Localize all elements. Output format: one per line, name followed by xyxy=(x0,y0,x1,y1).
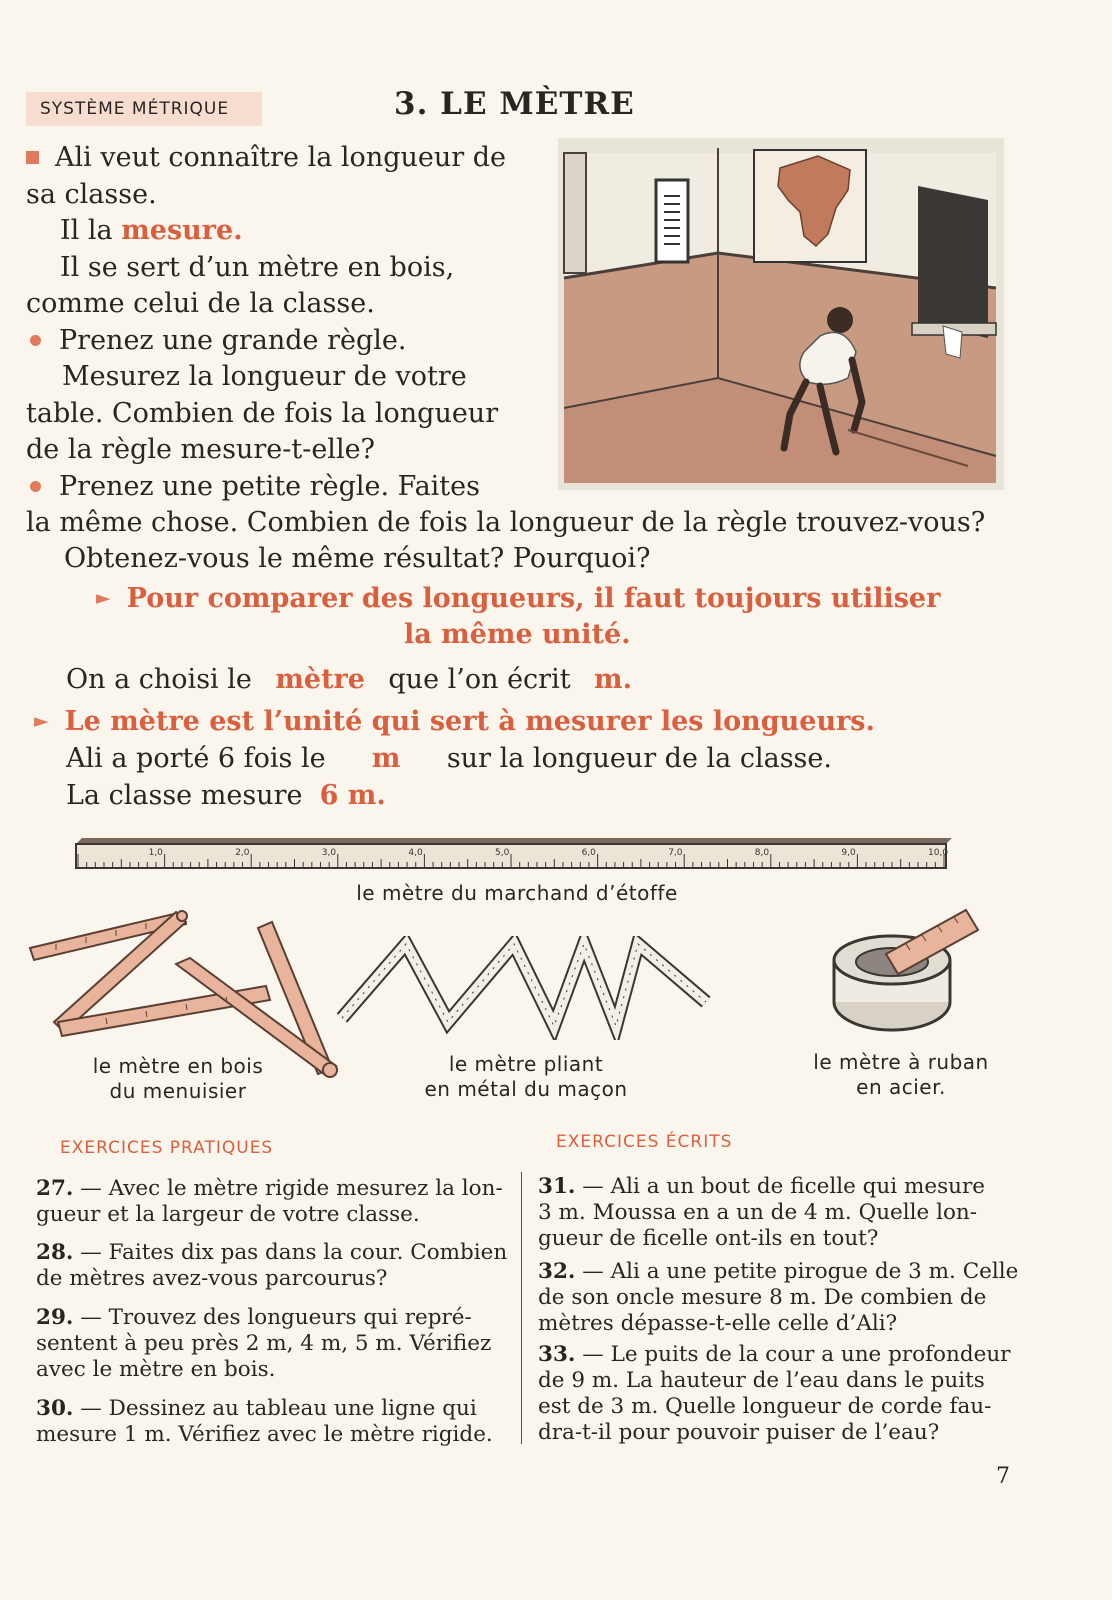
ruler-tick-label: 8,0 xyxy=(754,848,770,858)
section-tag: SYSTÈME MÉTRIQUE xyxy=(26,92,262,126)
exercise-30: 30. — Dessinez au tableau une ligne qui mesure 1 m. Vérifiez avec le mètre rigide. xyxy=(36,1396,493,1447)
exercise-32: 32. — Ali a une petite pirogue de 3 m. Celle de son oncle mesure 8 m. De combien de mètres dépasse-t-elle celle d’Ali? xyxy=(538,1259,1019,1336)
ali-line: Ali a porté 6 fois le m sur la longueur de la classe. xyxy=(66,743,832,774)
caption-bois: le mètre en bois du menuisier xyxy=(92,1054,264,1103)
triangle-bullet-icon: ► xyxy=(34,710,49,732)
folding-metal-meter-illustration xyxy=(336,936,712,1040)
exercise-27: 27. — Avec le mètre rigide mesurez la lon- gueur et la largeur de votre classe. xyxy=(36,1176,503,1227)
choice-line: On a choisi le mètre que l’on écrit m. xyxy=(66,664,632,695)
dot-bullet-icon xyxy=(30,481,41,492)
ruler-tick-label: 5,0 xyxy=(495,848,510,858)
rule-2: ► Le mètre est l’unité qui sert à mesurer les longueurs. xyxy=(34,706,875,737)
ruler-tick-label: 7,0 xyxy=(668,848,683,858)
tape-measure-illustration xyxy=(830,904,990,1036)
dot-bullet-icon xyxy=(30,335,41,346)
intro-line-7: Mesurez la longueur de votre xyxy=(62,361,467,392)
intro-line-1: Ali veut connaître la longueur de xyxy=(26,140,506,177)
exercices-pratiques-heading: EXERCICES PRATIQUES xyxy=(60,1138,274,1158)
ruler-tick-label: 10,0 xyxy=(928,848,949,858)
exercise-28: 28. — Faites dix pas dans la cour. Combien de mètres avez-vous parcourus? xyxy=(36,1240,508,1291)
page-title: 3. LE MÈTRE xyxy=(394,86,635,122)
exercise-33: 33. — Le puits de la cour a une profondeur de 9 m. La hauteur de l’eau dans le puits est de 3 m. Quelle longueur de corde fau- dra-t-il pour pouvoir puiser de l’eau? xyxy=(538,1342,1011,1445)
classroom-illustration xyxy=(558,138,1004,490)
intro-line-9: de la règle mesure-t-elle? xyxy=(26,434,376,465)
intro-text xyxy=(26,140,506,505)
rule-1: ► Pour comparer des longueurs, il faut toujours utiliser xyxy=(96,583,941,614)
intro-line-11: la même chose. Combien de fois la longueur de la règle trouvez-vous? xyxy=(26,507,986,538)
ruler-tick-label: 6,0 xyxy=(581,848,596,858)
ruler-tick-label: 4,0 xyxy=(408,848,423,858)
square-bullet-icon xyxy=(26,151,39,164)
ruler-tick-label: 1,0 xyxy=(148,848,163,858)
page-number: 7 xyxy=(996,1464,1010,1489)
triangle-bullet-icon: ► xyxy=(96,587,111,609)
column-divider xyxy=(521,1172,522,1444)
ruler-tick-label: 9,0 xyxy=(841,848,856,858)
rule-1-line-2: la même unité. xyxy=(404,619,631,650)
caption-ruban: le mètre à ruban en acier. xyxy=(813,1050,989,1099)
intro-line-10: Prenez une petite règle. Faites xyxy=(26,469,506,506)
caption-marchand: le mètre du marchand d’étoffe xyxy=(356,881,678,905)
ruler-illustration xyxy=(74,836,954,870)
classe-line: La classe mesure 6 m. xyxy=(66,780,386,811)
ruler-tick-label: 3,0 xyxy=(321,848,337,858)
exercise-31: 31. — Ali a un bout de ficelle qui mesure 3 m. Moussa en a un de 4 m. Quelle lon- gueur de ficelle ont-ils en tout? xyxy=(538,1174,985,1251)
intro-line-6: Prenez une grande règle. xyxy=(26,323,506,360)
intro-line-5: comme celui de la classe. xyxy=(26,288,375,319)
exercices-ecrits-heading: EXERCICES ÉCRITS xyxy=(556,1132,733,1152)
exercise-29: 29. — Trouvez des longueurs qui repré- sentent à peu près 2 m, 4 m, 5 m. Vérifiez avec le mètre en bois. xyxy=(36,1305,492,1382)
intro-line-8: table. Combien de fois la longueur xyxy=(26,397,499,429)
caption-pliant: le mètre pliant en métal du maçon xyxy=(424,1052,628,1101)
intro-line-4: Il se sert d’un mètre en bois, xyxy=(60,251,455,283)
intro-line-12: Obtenez-vous le même résultat? Pourquoi? xyxy=(64,543,651,574)
intro-line-2: sa classe. xyxy=(26,178,157,210)
intro-line-3: Il la mesure. xyxy=(60,215,243,246)
ruler-tick-label: 2,0 xyxy=(235,848,250,858)
